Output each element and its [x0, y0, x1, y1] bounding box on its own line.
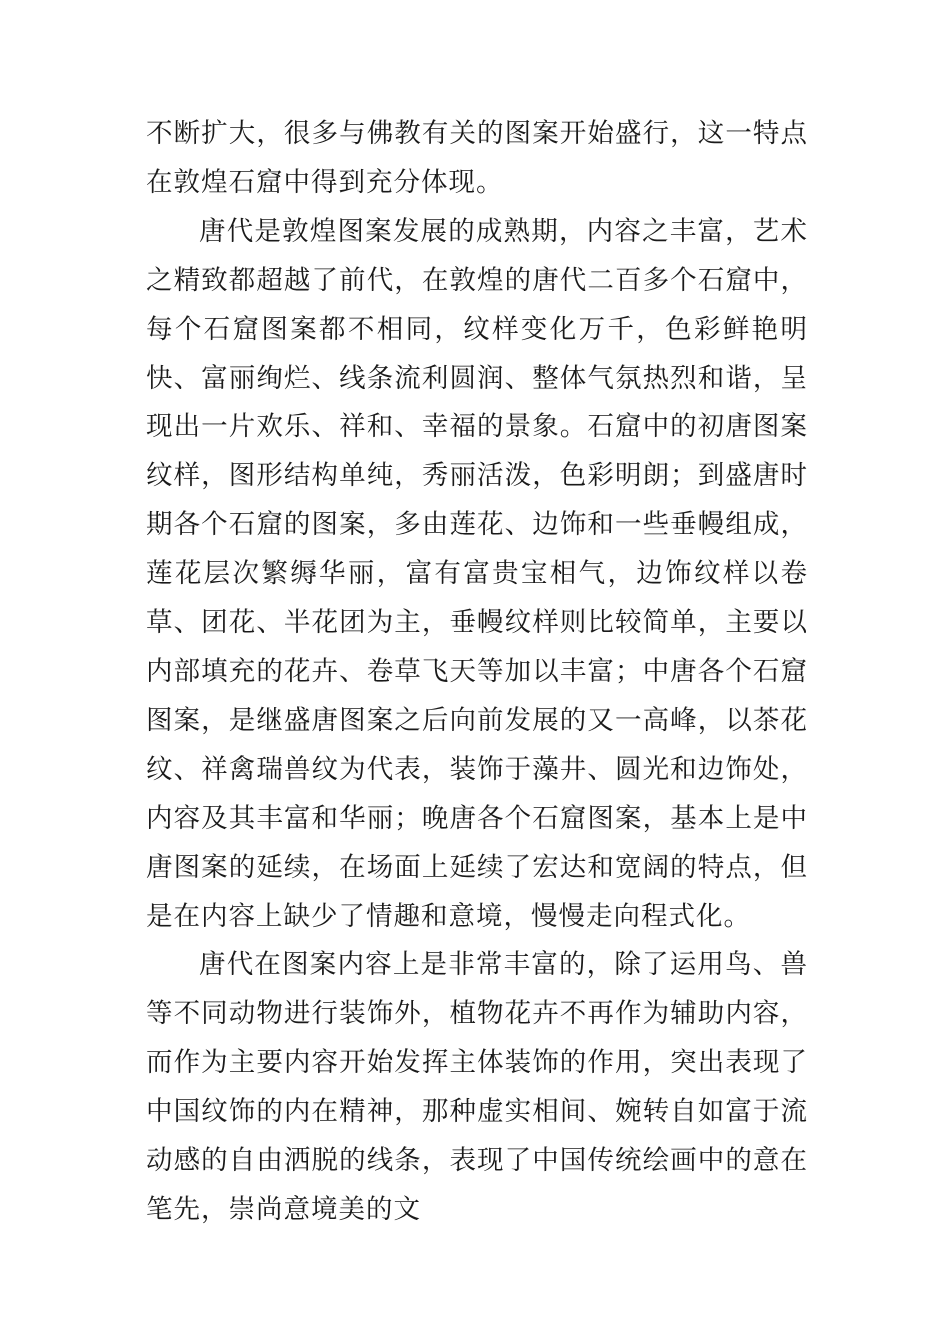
body-text: [146, 110, 808, 1235]
paragraph-tang-pattern-content: 唐代在图案内容上是非常丰富的，除了运用鸟、兽等不同动物进行装饰外，植物花卉不再作为辅助内容，而作为主要内容开始发挥主体装饰的作用，突出表现了中国纹饰的内在精神，那种虚实相间、婉转自如富于流动感的自由洒脱的线条，表现了中国传统绘画中的意在笔先，崇尚意境美的文: [146, 949, 808, 1225]
paragraph-tang-dynasty-patterns: 唐代是敦煌图案发展的成熟期，内容之丰富，艺术之精致都超越了前代，在敦煌的唐代二百多个石窟中，每个石窟图案都不相同，纹样变化万千，色彩鲜艳明快、富丽绚烂、线条流利圆润、整体气氛热烈和谐，呈现出一片欢乐、祥和、幸福的景象。石窟中的初唐图案纹样，图形结构单纯，秀丽活泼，色彩明朗；到盛唐时期各个石窟的图案，多由莲花、边饰和一些垂幔组成，莲花层次繁缛华丽，富有富贵宝相气，边饰纹样以卷草、团花、半花团为主，垂幔纹样则比较简单，主要以内部填充的花卉、卷草飞天等加以丰富；中唐各个石窟图案，是继盛唐图案之后向前发展的又一高峰，以茶花纹、祥禽瑞兽纹为代表，装饰于藻井、圆光和边饰处，内容及其丰富和华丽；晚唐各个石窟图案，基本上是中唐图案的延续，在场面上延续了宏达和宽阔的特点，但是在内容上缺少了情趣和意境，慢慢走向程式化。: [146, 215, 808, 932]
paragraph-continuation: 不断扩大，很多与佛教有关的图案开始盛行，这一特点在敦煌石窟中得到充分体现。: [146, 118, 808, 198]
